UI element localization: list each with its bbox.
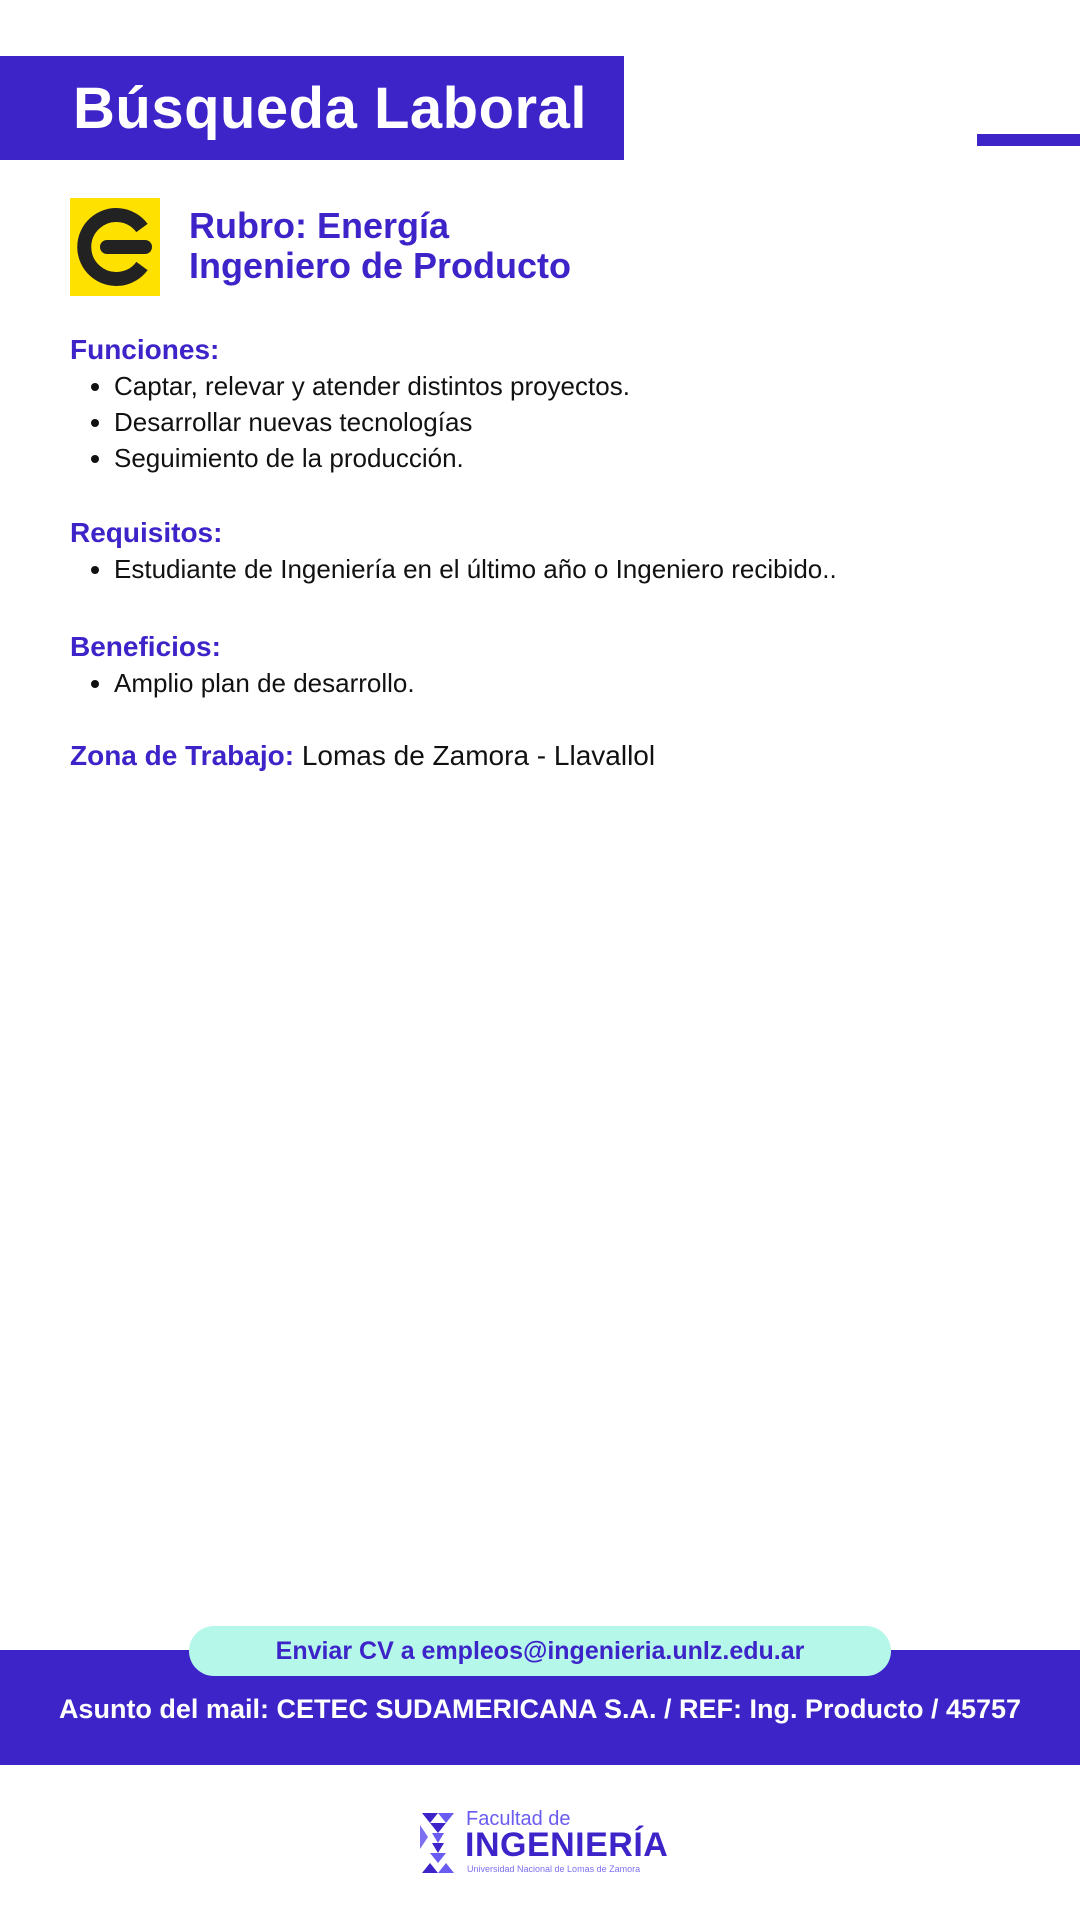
faculty-logo	[418, 1808, 668, 1878]
company-logo-icon	[70, 198, 160, 296]
faculty-logo-line2: INGENIERÍA	[465, 1826, 669, 1864]
faculty-logo-line3: Universidad Nacional de Lomas de Zamora	[467, 1864, 641, 1874]
send-cv-email[interactable]: Enviar CV a empleos@ingenieria.unlz.edu.ar	[189, 1626, 891, 1676]
funciones-heading: Funciones:	[70, 334, 220, 365]
list-item: • Amplio plan de desarrollo.	[114, 665, 415, 701]
requisitos-section	[70, 515, 837, 587]
funciones-list	[70, 368, 630, 476]
job-headline	[189, 206, 571, 286]
faculty-logo-icon	[418, 1811, 458, 1875]
job-rubro: Rubro: Energía	[189, 205, 450, 246]
page-title: Búsqueda Laboral	[73, 75, 587, 141]
list-item: • Desarrollar nuevas tecnologías	[114, 404, 630, 440]
title-banner	[0, 56, 624, 160]
decorative-line	[977, 134, 1080, 146]
beneficios-list	[70, 665, 415, 701]
requisitos-list	[70, 551, 837, 587]
mail-subject: Asunto del mail: CETEC SUDAMERICANA S.A. / REF: Ing. Producto / 45757	[58, 1694, 1022, 1724]
beneficios-section	[70, 629, 415, 701]
faculty-logo-line1: Facultad de	[466, 1808, 571, 1830]
work-zone-label: Zona de Trabajo:	[70, 740, 295, 771]
requisitos-heading: Requisitos:	[70, 517, 223, 548]
beneficios-heading: Beneficios:	[70, 631, 221, 662]
list-item: • Captar, relevar y atender distintos proyectos.	[114, 368, 630, 404]
job-position: Ingeniero de Producto	[189, 245, 572, 286]
funciones-section	[70, 332, 630, 476]
work-zone-value: Lomas de Zamora - Llavallol	[301, 740, 656, 771]
list-item: • Seguimiento de la producción.	[114, 440, 630, 476]
list-item: • Estudiante de Ingeniería en el último año o Ingeniero recibido..	[114, 551, 837, 587]
work-zone	[70, 738, 655, 774]
